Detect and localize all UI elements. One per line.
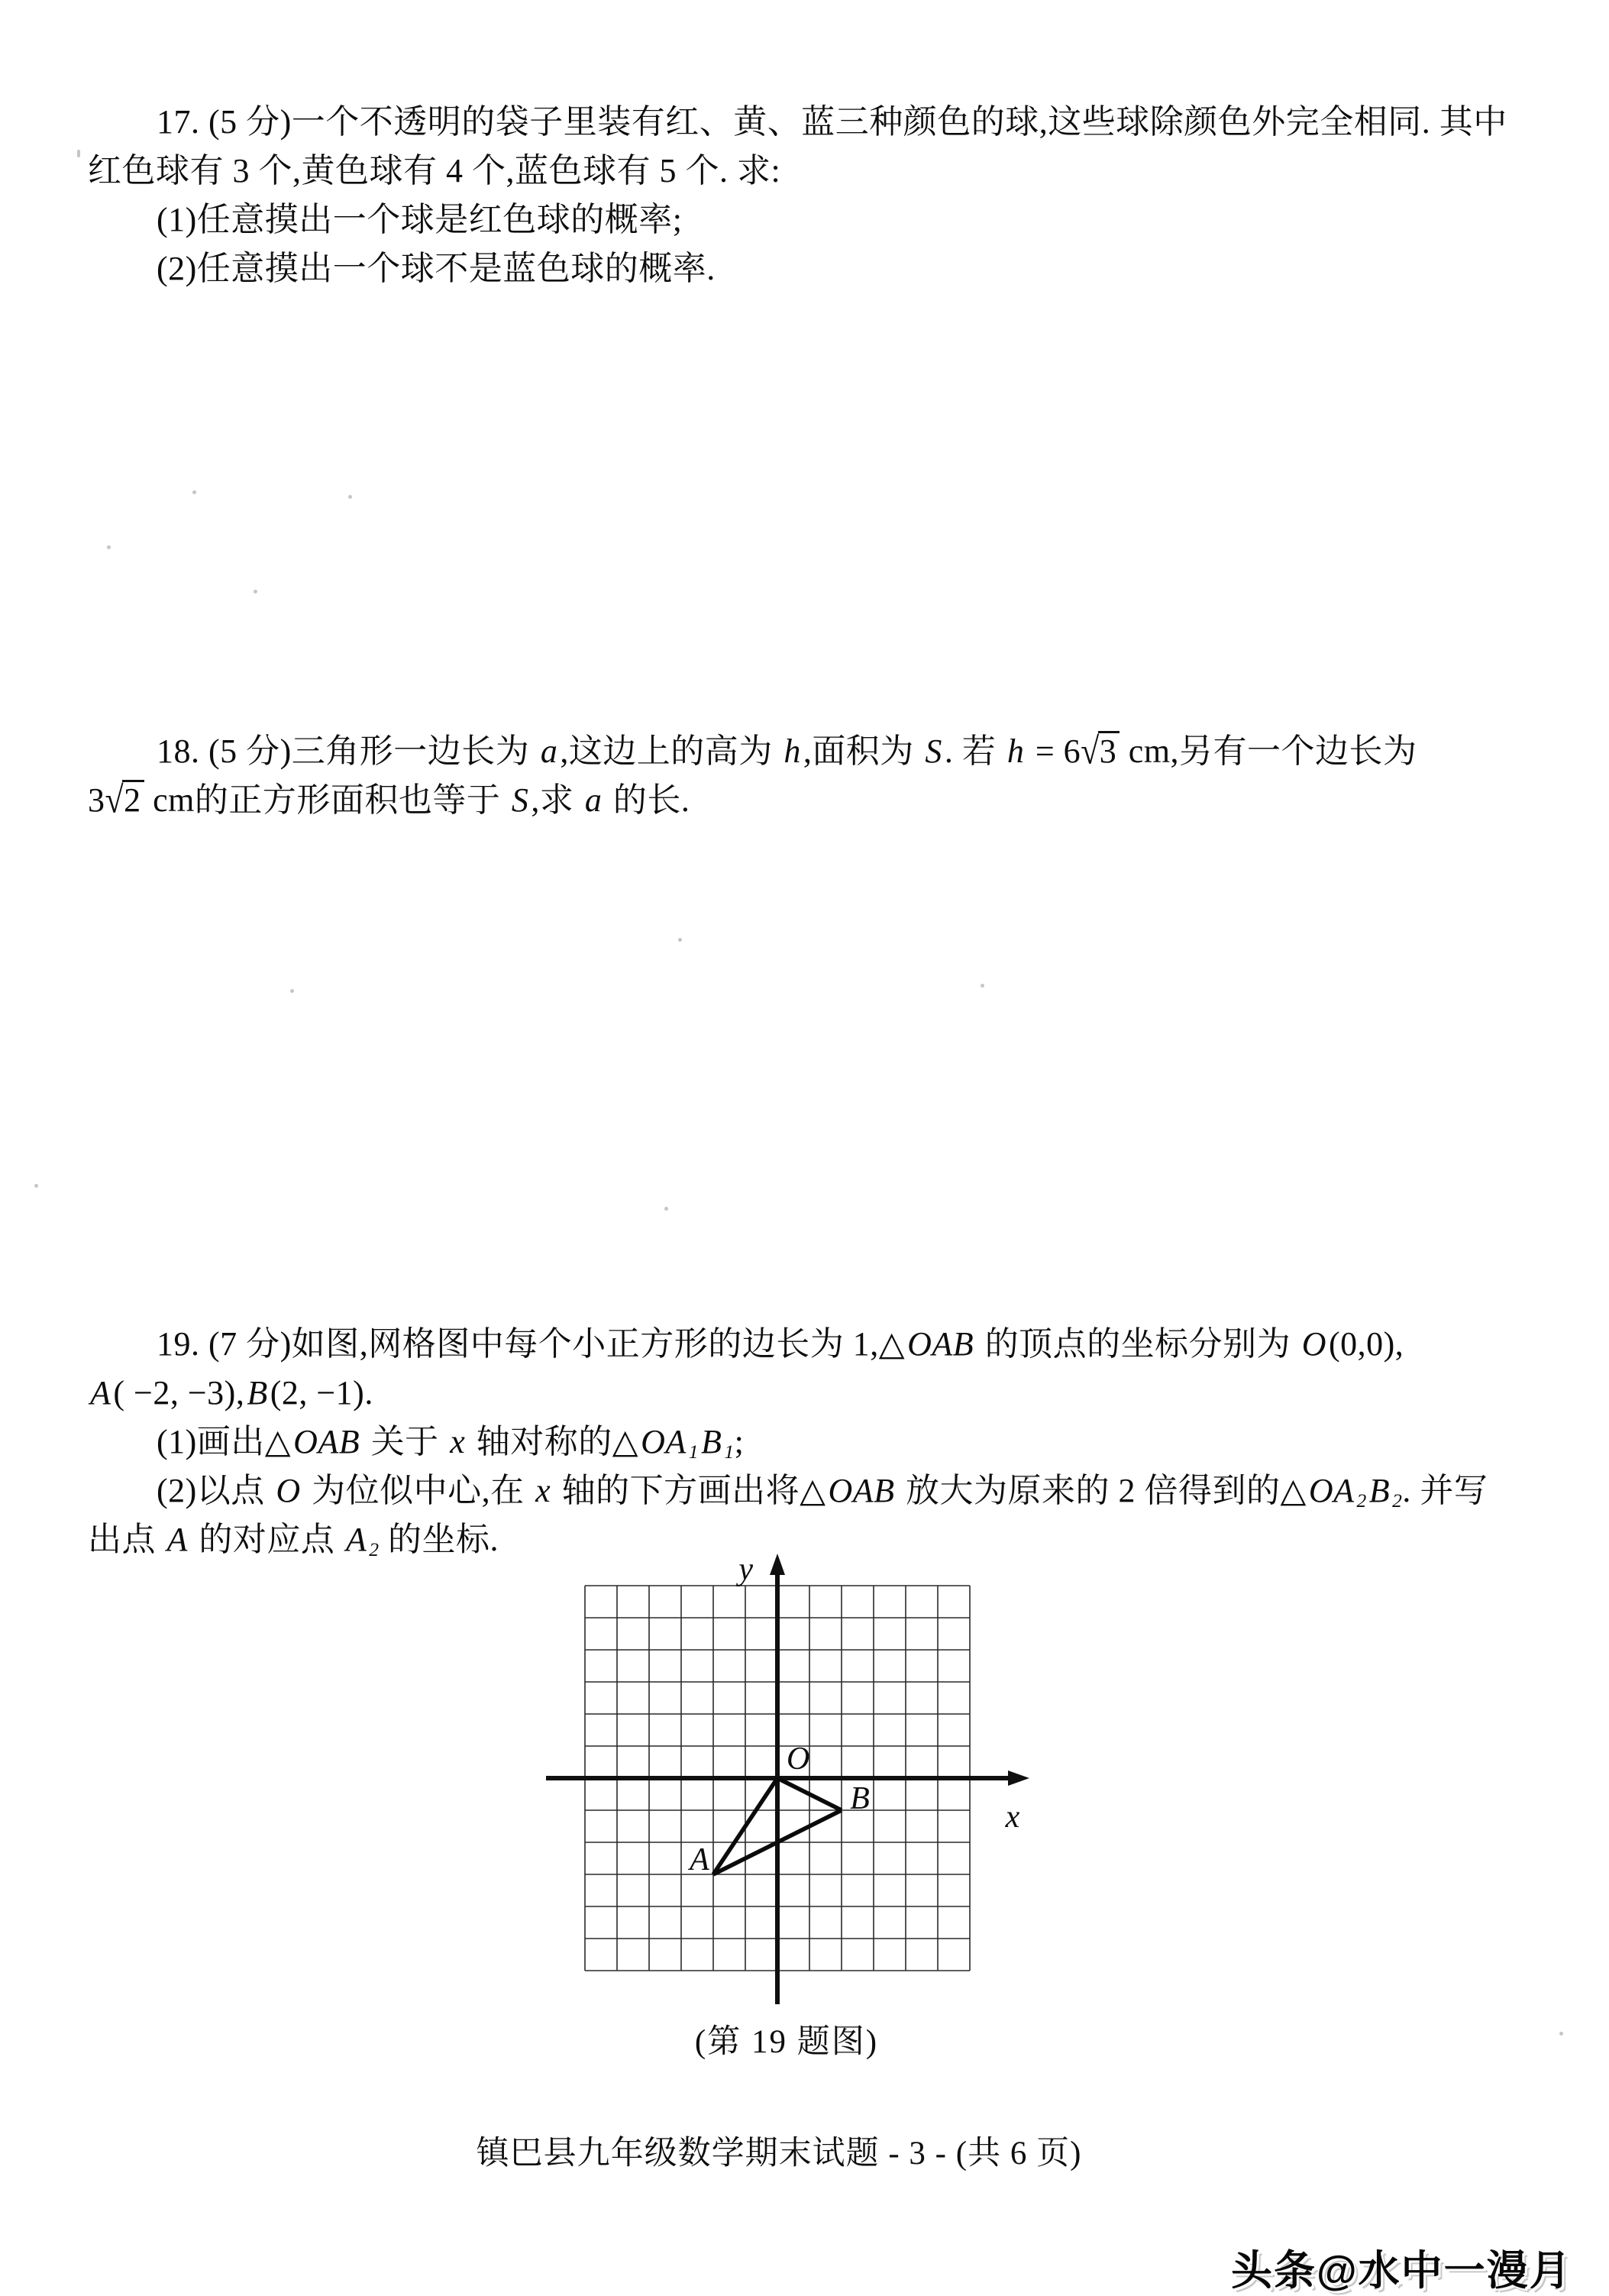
axes	[546, 1572, 1013, 2004]
label-point-a: A	[690, 1842, 709, 1877]
scan-artifact	[192, 490, 196, 494]
q19-line-2: A( −2, −3),B(2, −1).	[90, 1374, 373, 1412]
label-point-b: B	[850, 1781, 870, 1816]
figure-caption: (第 19 题图)	[694, 2024, 879, 2060]
y-axis-arrow-icon	[770, 1554, 785, 1575]
x-axis-arrow-icon	[1008, 1771, 1029, 1786]
page-footer: 镇巴县九年级数学期末试题 - 3 - (共 6 页)	[476, 2136, 1082, 2171]
question-19	[88, 1320, 1523, 1564]
q17-part-2: (2)任意摸出一个球不是蓝色球的概率.	[157, 250, 716, 287]
scan-artifact	[254, 590, 257, 593]
scan-artifact	[1559, 2032, 1563, 2036]
scan-artifact	[107, 545, 111, 549]
q19-line-1: 19. (7 分)如图,网格图中每个小正方形的边长为 1,△OAB 的顶点的坐标分别为 O(0,0),	[157, 1325, 1404, 1363]
label-y-axis: y	[738, 1552, 753, 1587]
label-point-o: O	[787, 1741, 810, 1777]
q17-line-1: 17. (5 分)一个不透明的袋子里装有红、黄、蓝三种颜色的球,这些球除颜色外完全相同. 其中	[157, 103, 1507, 141]
scan-artifact	[77, 150, 80, 157]
q19-line-5: 出点 A 的对应点 A $_2$ 的坐标.	[88, 1521, 499, 1561]
scan-artifact	[348, 495, 352, 499]
question-17	[88, 98, 1523, 293]
q19-part-1: (1)画出△OAB 关于 x 轴对称的△OA $_1$B $_1$;	[157, 1423, 745, 1463]
question-18	[88, 727, 1523, 825]
scan-artifact	[664, 1207, 668, 1211]
watermark: 头条@水中一漫月	[1231, 2248, 1572, 2294]
scan-artifact	[290, 989, 294, 993]
scan-artifact	[34, 1184, 38, 1188]
q18-line-2: 3√2 cm的正方形面积也等于 S,求 a 的长.	[88, 779, 690, 821]
q19-part-2: (2)以点 O 为位似中心,在 x 轴的下方画出将△OAB 放大为原来的 2 倍得到的△OA $_2$B $_2$. 并写	[157, 1472, 1488, 1512]
q18-line-1: 18. (5 分)三角形一边长为 a,这边上的高为 h,面积为 S. 若 h = 6√3 cm,另有一个边长为	[157, 730, 1417, 772]
scan-artifact	[678, 938, 682, 942]
scan-artifact	[981, 984, 984, 988]
q17-line-2: 红色球有 3 个,黄色球有 4 个,蓝色球有 5 个. 求:	[88, 152, 781, 189]
label-x-axis: x	[1005, 1800, 1020, 1835]
figure-question-19-coordinate-grid	[527, 1543, 1061, 2032]
q17-part-1: (1)任意摸出一个球是红色球的概率;	[157, 201, 683, 238]
